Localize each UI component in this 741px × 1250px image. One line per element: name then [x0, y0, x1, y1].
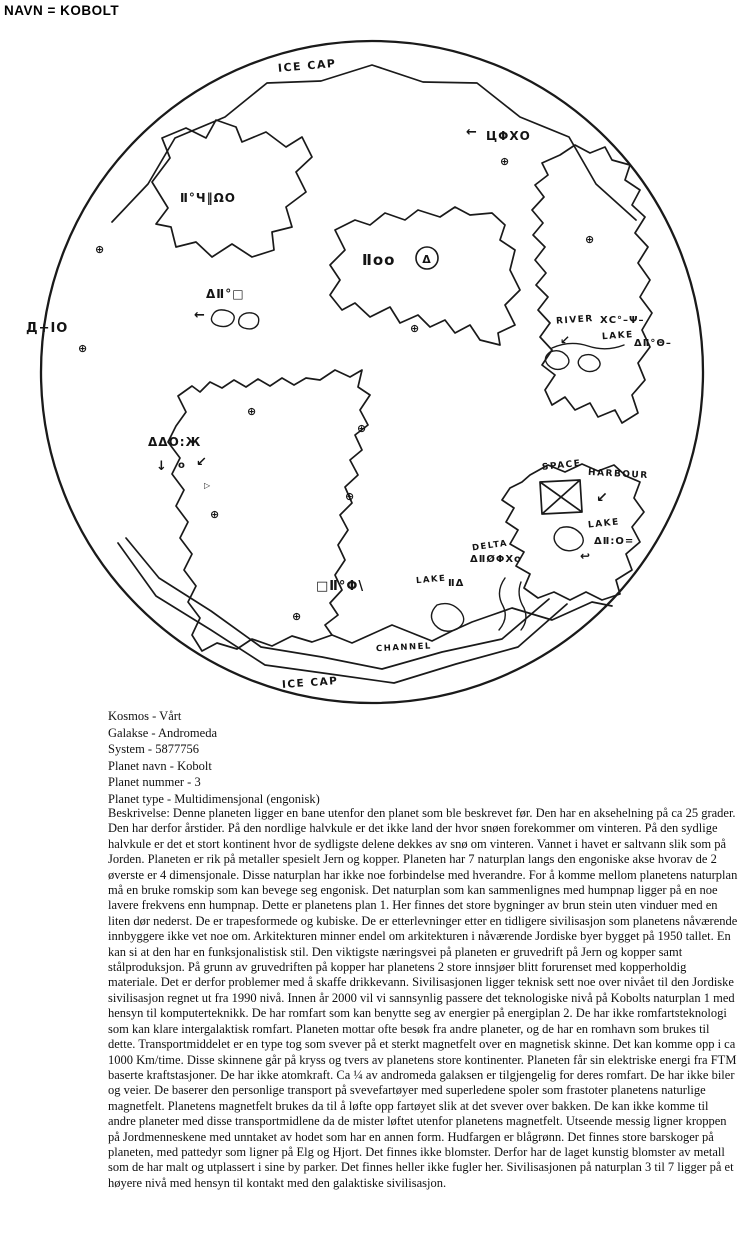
settlement-mark-icon: ⊕ [292, 610, 302, 623]
coastline-northwest-island [152, 120, 312, 257]
coastline-east-continent [532, 145, 652, 423]
delta-label: DELTA [471, 538, 509, 554]
settlement-mark-icon: ⊕ [585, 233, 595, 246]
lake-southeast-name: ΔⅡ:O= [594, 536, 635, 547]
triangle-right-icon: ▷ [204, 481, 211, 490]
settlement-mark-icon: ⊕ [210, 508, 220, 521]
lake-east-name: ΔⅡ°Θ– [634, 338, 672, 349]
channel-label: CHANNEL [375, 641, 433, 655]
space-harbour-arrow-icon: ↙ [596, 490, 608, 506]
planet-description: Beskrivelse: Denne planeten ligger en bane utenfor den planet som ble beskrevet før. Den har en aksehelning på ca 25 grader. Den har derfor årstider. På den nordlige halvkule er det ikke land der hvor snøen forekommer om vinteren. På den sydlige halvkule er det et stort kontinent hvor de sydligste delene dekkes av snø om vinteren. Vannet i havet er saltvann slik som på Jorden. Planeten er rik på metaller spesielt Jern og kopper. Planeten har 7 naturplan langs den engoniske akse hvorav de 2 øverste er 4 dimensjonale. Disse naturplan har ikke noe forbindelse med hverandre. For å komme mellom planetens naturplan må en bruke romskip som kan bevege seg engonisk. Det naturplan som kan sammenlignes med humpnap ligger på en noe lavere frekvens enn humpnap. Dette er planetens plan 1. Her finnes det store bygninger av brun stein uten vinduer med en liten dør nederst. De er trapesformede og kubiske. De er etterlevninger etter en tidligere sivilisasjon som planetens nåværende innbyggere ikke vet noe om. Arkitekturen minner endel om arkitekturen i nåværende Jordiske byer bygget på 1950 tallet. En kan si at den har en funksjonalistisk stil. Den viktigste næringsvei på planeten er gruvedrift på Jern og kopper samt stålproduksjon. På grunn av gruvedriften på kopper har planetens 2 store innsjøer blitt forurenset med kopperholdig materiale. Det er derfor problemer med å skaffe drikkevann. Sivilisasjonen ligger teknisk sett noe over nivået til den Jordiske sivilisasjon regnet ut fra 1990 nivå. Innen år 2000 vil vi sannsynlig passere det teknologiske nivå på Kobolts naturplan 1 med hensyn til komputerteknikk. De har romfart som kan benytte seg av energier på energiplan 2. De har ikke romfartsteknologi som kan klare intergalaktisk romfart. Planeten mottar ofte besøk fra andre planeter, og de har en romhavn som brukes til dette. Transportmiddelet er en type tog som svever på et sterkt magnetfelt over en magnetisk skinne. Det kan komme opp i ca 1000 Km/time. Disse skinnene går på kryss og tvers av planetens store kontinenter. Planeten får sin elektriske energi fra FTM baserte kraftstasjoner. De har ikke atomkraft. Ca ¼ av andromeda galaksen er tilgjengelig for deres romfart. De har ikke biler og veier. De baserer den personlige transport på svevefartøyer med superledene spoler som frastoter planetens naturlige magnetfelt. Planetens magnetfelt brukes da til å løfte opp fartøyet slik at det svever over bakken. De kan ikke komme til andre planeter med disse transportmidlene da de mister løftet utenfor planetens magnetfelt. Utseende messig ligner kroppen på Jordmenneskene med unntaket av hodet som har en annen form. Hudfargen er blågrønn. Det finnes store barskoger på planeten, med pattedyr som ligner på Elg og Hjort. Det finnes ikke blomster. Derfor har de laget kunstig blomster av metall som de har malt og utplassert i sine by parker. Det finnes heller ikke fugler her. Sivilisasjonen på naturplan 3 til 7 ligger på et høyere nivå med hensyn til kontakt med den galaktiske sivilisasjon. [108, 806, 738, 1190]
coastline-southeast-landmass [502, 464, 644, 600]
planet-facts [108, 708, 320, 808]
settlement-mark-icon: ⊕ [247, 405, 257, 418]
river-name: ⅩC°–Ψ– [600, 315, 645, 326]
city-name-northwest-island: Ⅱ°Ч‖ΩO [180, 191, 237, 205]
space-harbour-label-1: SPACE [541, 458, 582, 473]
fact-system: System - 5877756 [108, 742, 199, 757]
city-name-center: Ⅱoo [362, 251, 396, 269]
space-harbour-label-2: HARBOUR [587, 467, 649, 482]
city-name-northeast: ЦΦХO [486, 129, 531, 143]
coastline-north-central-continent [330, 207, 520, 345]
river-arrow-icon: ↙ [560, 333, 571, 347]
fact-galakse: Galakse - Andromeda [108, 725, 217, 740]
lake-south-name: ⅡΔ [448, 578, 465, 589]
lake-southeast-arrow-icon: ↩ [580, 549, 591, 563]
planet-map [0, 30, 741, 710]
settlement-mark-icon: ⊕ [500, 155, 510, 168]
arrow-left-icon: ← [194, 308, 205, 323]
page-title: NAVN = KOBOLT [4, 3, 120, 18]
city-name-small-isles: ΔⅡ°□ [206, 287, 245, 301]
settlement-mark-icon: ⊕ [95, 243, 105, 256]
small-isle-west [211, 310, 234, 327]
small-isle-east [239, 313, 259, 329]
ice-cap-top-label: ICE CAP [277, 56, 337, 75]
circled-triangle-glyph: Δ [422, 253, 432, 266]
coastline-central-west-continent [168, 370, 370, 651]
lake-south-label: LAKE [415, 573, 447, 587]
settlement-mark-icon: ⊕ [410, 322, 420, 335]
settlement-mark-icon: ⊕ [357, 422, 367, 435]
city-name-mid-west: ΔΔO:Ж [148, 435, 202, 449]
ice-cap-bottom-label: ICE CAP [281, 675, 339, 691]
arrow-down-left-icon: ↙ [196, 455, 207, 470]
delta-name: ΔⅡØΦХo [470, 554, 522, 565]
lake-east-label: LAKE [601, 330, 635, 343]
settlement-mark-icon: ⊕ [78, 342, 88, 355]
fact-planet-nummer: Planet nummer - 3 [108, 775, 201, 790]
fact-kosmos: Kosmos - Vårt [108, 709, 182, 723]
city-name-west-edge: Д+IO [26, 321, 69, 336]
space-harbour-symbol [540, 480, 582, 514]
fact-planet-navn: Planet navn - Kobolt [108, 758, 212, 773]
river-label: RIVER [555, 314, 595, 327]
planet-map-container [0, 30, 741, 710]
delta-river-west [499, 578, 505, 630]
arrow-left-ne-icon: ← [466, 125, 477, 140]
fact-planet-type: Planet type - Multidimensjonal (engonisk) [108, 791, 320, 806]
arrow-down-icon: ↓ [156, 459, 167, 474]
lake-east-east-basin [578, 355, 600, 372]
lake-east-west-basin [545, 351, 568, 370]
lake-southeast-basin [554, 527, 583, 551]
city-name-southwest: □Ⅱ°Φ\ [316, 579, 365, 594]
lake-southeast-label: LAKE [587, 517, 621, 531]
settlement-mark-icon: ⊕ [345, 490, 355, 503]
small-o-mark: o [178, 460, 185, 471]
